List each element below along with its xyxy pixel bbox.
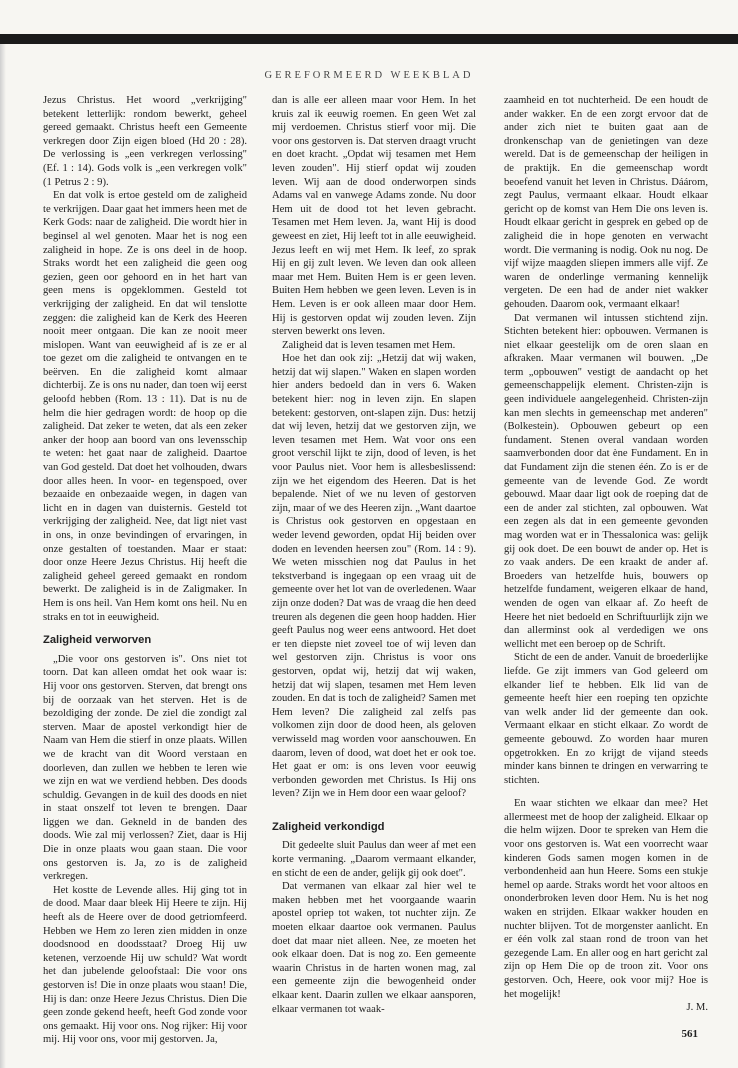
paragraph: Jezus Christus. Het woord „verkrijging" betekent letterlijk: rondom bewerkt, geheel gereed gemaakt. Christus heeft een Gemeente verkregen door Zijn eigen bloed (Hd 20 : 28). De verlossing is „een verkregen verlossing" (Ef. 1 : 14). Gods volk is „een verkregen volk" (1 Petrus 2 : 9). — [43, 95, 247, 188]
column-2 — [272, 94, 476, 1015]
paragraph: zaamheid en tot nuchterheid. De een houdt de ander wakker. En de een zorgt ervoor dat de ander zich niet te buiten gaat aan de dronkenschap van de genietingen van deze wereld. Dat is de gemeenschap der heiligen in de praktijk. En die gemeenschap wordt beoefend vanuit het leven in Christus. Dáárom, zegt Paulus, vermaant elkaar. Houdt elkaar gericht op de komst van Hem Die ons leven is. Houdt elkaar gericht in gesprek en gebed op de zaligheid die in hope genoten en verwacht wordt. Die vermaning is nodig. Ook nu nog. De vijf wijze maagden sliepen immers alle vijf. Ze waren de onderlinge vermaning kennelijk vergeten. De een had de ander niet wakker gehouden. Daarom ook, vermaant elkaar! — [504, 95, 708, 310]
paragraph: Dat vermanen van elkaar zal hier wel te maken hebben met het voorgaande waarin apostel opriep tot waken, tot nuchter zijn. Ze moeten elkaar daartoe ook vermanen. Paulus doet dat maar niet alleen. Nee, ze moeten het ook elkaar doen. Dat is nog zo. Een gemeente waarin Christus in de harten wonen mag, zal een gemeente zijn die bewogenheid onder elkaar kent. Daarin zullen we elkaar aansporen, elkaar vermanen tot waak- — [272, 881, 476, 1015]
paragraph: Dat vermanen wil intussen stichtend zijn. Stichten betekent hier: opbouwen. Vermanen is niet elkaar geestelijk om de oren slaan en afkraken. Maar vermanen wil bouwen. „De term „opbouwen" vestigt de aandacht op het gemeenschappelijk element. Christen-zijn is geen individuele aangelegenheid. Christen-zijn kan men slechts in gemeenschap met anderen" (Bolkestein). Opbouwen gebeurt op een fundament. Stenen overal vandaan worden saamverbonden door dat ène Fundament. En in dat Fundament zijn die stenen één. Zo is er de gemeente van de levende God. Ze wordt gebouwd. Maar daar ligt ook de roeping dat de een de ander zal stichten, zal opbouwen. Wat een zegen als dat in een gemeente gevonden mag worden wat er in Thessalonica was: gelijk gij ook doet. De een bouwt de ander op. Het is zo vaak anders. De een kraakt de ander af. Broeders van hetzelfde huis, bouwers op hetzelfde fundament, weigeren elkaar de hand, wenden de ogen van elkaar af. Zo heeft de Heere het niet bedoeld en Schriftuurlijk zijn we dan allerminst ook al verdedigen we ons wellicht met een beroep op de Schrift. — [504, 312, 708, 650]
section-heading: Zaligheid verworven — [43, 634, 152, 647]
section-heading: Zaligheid verkondigd — [272, 820, 385, 833]
top-border-bar — [0, 34, 738, 44]
running-header: GEREFORMEERD WEEKBLAD — [264, 70, 474, 81]
page-edge-shadow — [0, 44, 6, 1068]
paragraph: En waar stichten we elkaar dan mee? Het allermeest met de hoop der zaligheid. Elkaar op die helm wijzen. Door te spreken van Hem die voor ons gestorven is. Wat een voorrecht waar kinderen Gods samen mogen komen in de verbondenheid aan hun Heere. Soms een stukje hemel op aarde. Straks wordt het voor altoos en ononderbroken leven door Hem. Nu is het nog waken en strijden. Elkaar wakker houden en nuchter blijven. Tot de morgenster aanlicht. En er één volk zal staan rond de troon van het gezegende Lam. En aller oog en hart gericht zal zijn op Hem Die op de troon zit. Voor ons gestorven. Och, Heere, ook voor mij? Hoe is het mogelijk! — [504, 798, 708, 1000]
page-number: 561 — [681, 1028, 698, 1040]
paragraph: „Die voor ons gestorven is". Ons niet tot toorn. Dat kan alleen omdat het ook waar is: Hij voor ons gestorven. Sterven, dat brengt ons bij de oorzaak van het sterven. Het is de bezoldiging der zonde. De ziel die zondigt zal sterven. Maar de apostel verkondigt hier de Naam van Hem die stierf in onze plaats. Willen we de kracht van dit Woord verstaan en doorleven, dan zullen we hebben te leren wie we zijn en wat we verdiend hebben. Des doods schuldig. Gevangen in de kuil des doods en niet in staat onszelf tot leven te brengen. Daar liggen we dan. Gekneld in de banden des doods. Wie zal mij verlossen? Ziet, daar is Hij Die in onze plaats wou gaan staan. Die voor ons gestorven is. Ja, zo is de zaligheid verkregen. — [43, 653, 247, 883]
paragraph: Dit gedeelte sluit Paulus dan weer af met een korte vermaning. „Daarom vermaant elkander, en sticht de een de ander, gelijk gij ook doet". — [272, 840, 476, 879]
author-signature: J. M. — [686, 1002, 708, 1014]
column-3 — [504, 94, 708, 1014]
paragraph: Het kostte de Levende alles. Hij ging tot in de dood. Maar daar bleek Hij Heere te zijn. Hij heeft als de Heere over de dood getriomfeerd. Hebben we Hem zo leren zien midden in onze doodsnood en doodsstaat? Droeg Hij uw ketenen, verzoende Hij uw schuld? Wat wordt het dan jubelende geloofstaal: Die voor ons gestorven is! Die in onze plaats wou staan! Die, Hij is dan: onze Heere Jezus Christus. Dien Die geen zonde gekend heeft, heeft God zonde voor ons gemaakt. Hij voor ons. Nog rijker: Hij voor mij. Hij voor ons, voor mij gestorven. Ja, — [43, 884, 247, 1046]
paragraph: Hoe het dan ook zij: „Hetzij dat wij waken, hetzij dat wij slapen." Waken en slapen worden hier anders bedoeld dan in vers 6. Waken betekent hier: nog in leven zijn. En slapen betekent: gestorven, ont-slapen zijn. Dus: hetzij dat wij leven, hetzij dat we gestorven zijn, we leven tesamen met Hem. Wat voor ons een groot verschil lijkt te zijn, dood of leven, is het voor Paulus niet. Voor hem is allesbeslissend: zijn we het eigendom des Heeren. Dat is het bepalende. Niet of we nu leven of gestorven zijn, maar of we des Heeren zijn. „Want daartoe is Christus ook gestorven en opgestaan en weder levend geworden, opdat Hij beiden over doden en levenden heersen zou" (Rom. 14 : 9). We weten misschien nog dat Paulus in het tekstverband is ingegaan op een vraag uit de gemeente over het lot van de overledenen. Waar zijn onze doden? Dat was de vraag die hen deed treuren als degenen die geen hoop hadden. Hier geeft Paulus nog weer eens antwoord. Het doet er ten diepste niet zoveel toe of wij leven dan wel gestorven zijn. Christus is voor ons gestorven, opdat wij, hetzij dat wij waken, hetzij dat wij slapen, tesamen met Hem leven zouden. En dat is toch de zaligheid? Samen met Hem leven? Die zaligheid zal zelfs pas volkomen zijn door de dood heen, als geloven verwisseld mag worden voor aanschouwen. En daarom, leven of dood, wat doet het er ook toe. Het gaat er om: is ons leven voor eeuwig verbonden geworden met Christus. Is Hij ons leven? Zijn we in Hem door een waar geloof? — [272, 353, 476, 800]
column-1 — [43, 94, 247, 1046]
paragraph: En dat volk is ertoe gesteld om de zaligheid te verkrijgen. Daar gaat het immers heen met de Kerk Gods: naar de zaligheid. Die wordt hier in beginsel al wel genoten. Maar het is nog een zaligheid in hope. Ze is ons deel in de hoop. Straks wordt het een zaligheid die geen oog gezien, geen oor gehoord en in het hart van geen mens is opgeklommen. Gesteld tot verkrijging der zaligheid. En dat wil tenslotte zeggen: die zaligheid kan de Kerk des Heeren nooit meer ontgaan. Die kan ze nooit meer mislopen. Want van eeuwigheid af is ze er al toe gezet om die zaligheid te ontvangen en te beërven. En die zaligheid komt almaar dichterbij. Ze is ons nu nader, dan toen wij eerst geloofd hebben (Rom. 13 : 11). Dat is nu de helm die hier gedragen wordt: de hoop op die zaligheid. Dat zeker te weten, dat als een zeker anker der hoop aan boord van ons levensschip te weten: het gaat naar de zaligheid. Daartoe van God gesteld. Dat doet het volhouden, dwars door alles heen. In voor- en tegenspoed, over bezaaide en onbezaaide wegen, in dagen van licht en in dagen van duisternis. Gesteld tot verkrijging der zaligheid. Nee, dat ligt niet vast in ons, in onze bevindingen of ervaringen, in onze gestalten of toestanden. Maar er staat: door onze Heere Jezus Christus. Hij heeft die zaligheid geheel gereed gemaakt en rondom bewerkt. De zaligheid is in de Zaligmaker. In Hem is ons heil. Van Hem komt ons heil. Nu en straks en tot in eeuwigheid. — [43, 190, 247, 623]
paragraph: Sticht de een de ander. Vanuit de broederlijke liefde. Ge zijt immers van God geleerd om elkander lief te hebben. Elk lid van de gemeente heeft hier een roeping ten opzichte van welk ander lid der gemeente dan ook. Vermaant elkaar en sticht elkaar. Zo wordt de gemeente gebouwd. Zo worden haar muren opgetrokken. En zo krijgt de vijand steeds minder kans binnen te dringen en verwarring te stichten. — [504, 652, 708, 786]
paragraph: dan is alle eer alleen maar voor Hem. In het kruis zal ik eeuwig roemen. En geen Wet zal mij verdoemen. Christus stierf voor mij. Die voor ons gestorven is. Dat sterven draagt vrucht en doet kracht. „Opdat wij tesamen met Hem leven zouden". Hij stierf opdat wij zouden leven. Wij aan de dood onderworpen sinds Adams val en vanwege Adams zonde. Nu door Hem uit de dood tot het leven gebracht. Tesamen met Hem leven. Ja, want Hij is dood geweest en ziet, Hij leeft tot in alle eeuwigheid. Jezus leeft en wij met Hem. Ik leef, zo sprak Hij en gij zult leven. We leven dan ook alleen maar met Hem. Buiten Hem is er geen leven. Buiten Hem hebben we geen leven. Leven is in Hem. Leven is er ook alleen maar door Hem. Hij is gestorven opdat wij zouden leven. Zijn sterven bewerkt ons leven. — [272, 95, 476, 338]
paragraph: Zaligheid dat is leven tesamen met Hem. — [282, 339, 456, 351]
